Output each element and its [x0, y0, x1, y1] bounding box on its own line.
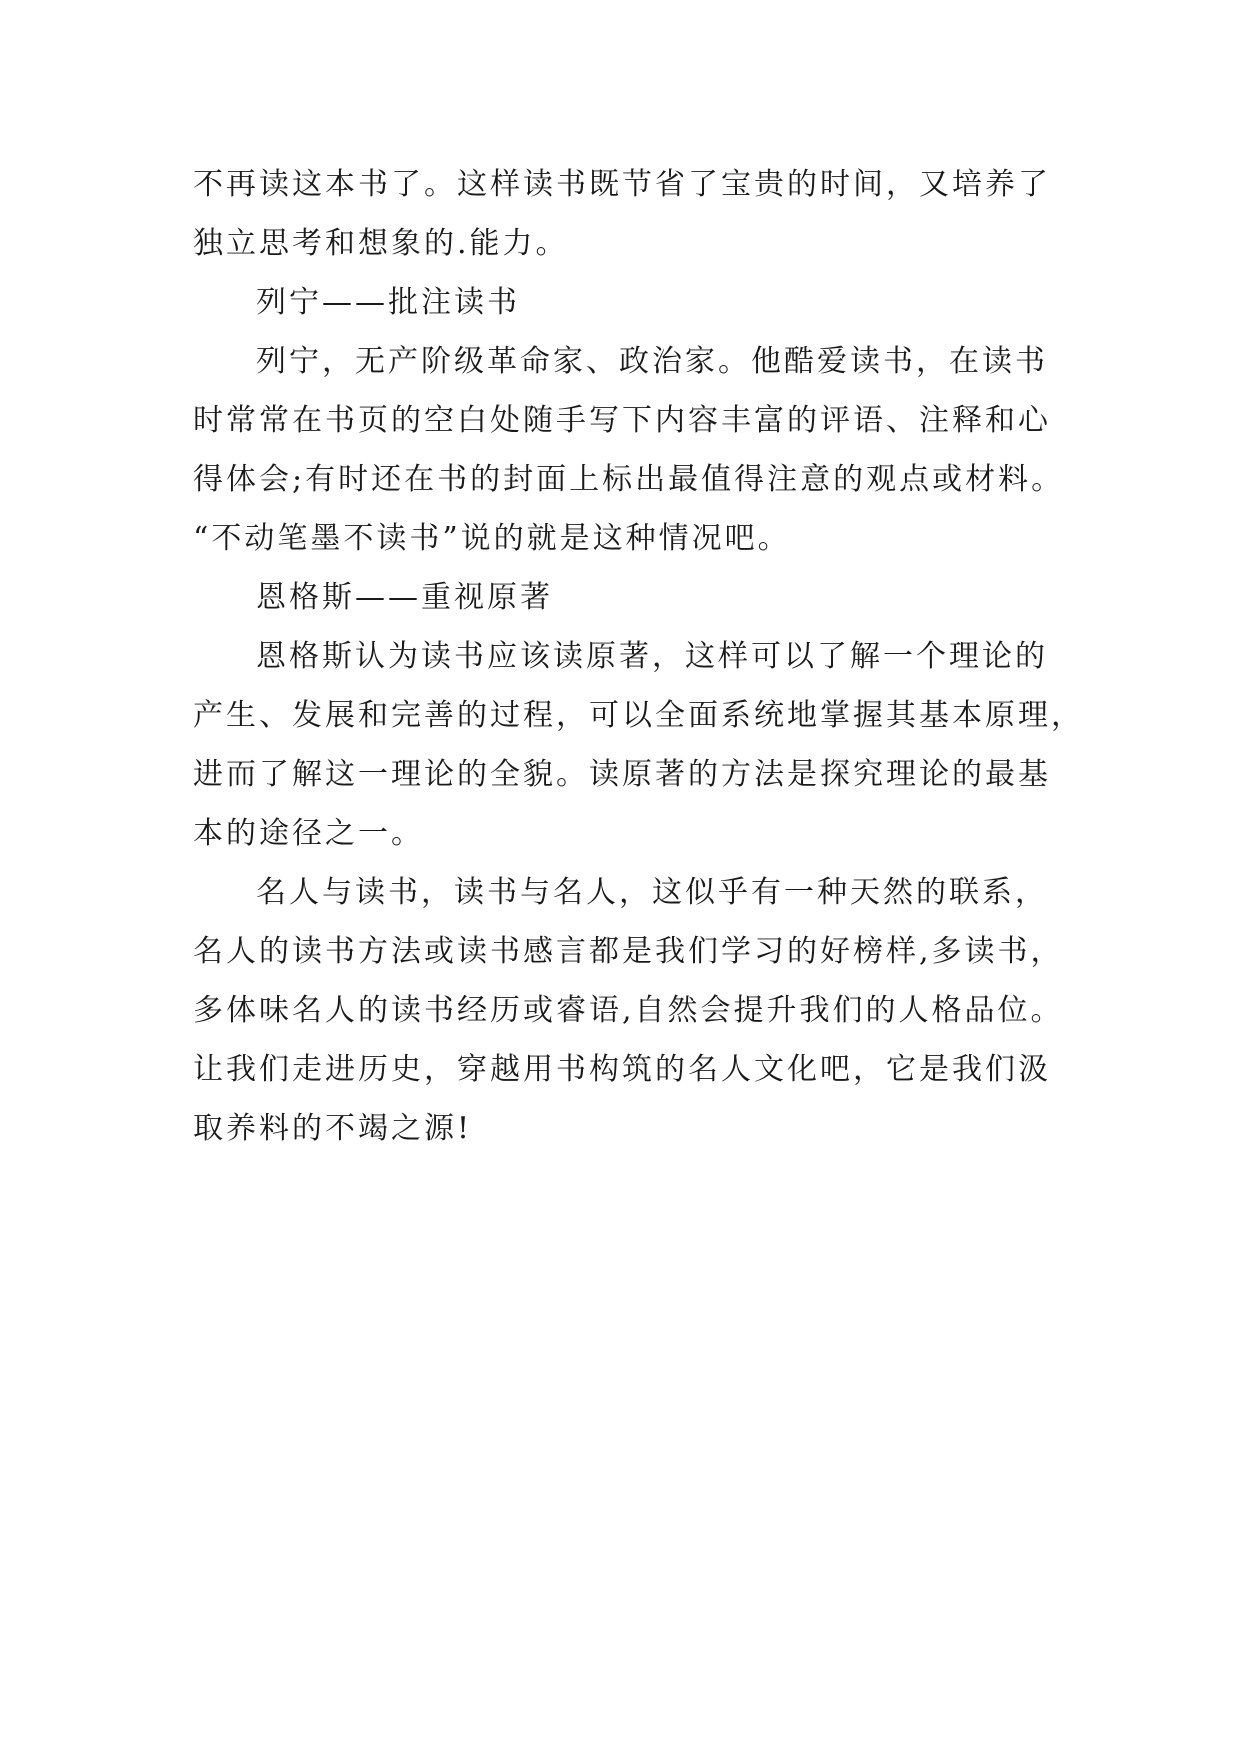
text-line: 名人与读书，读书与名人，这似乎有一种天然的联系， [256, 875, 1048, 910]
text-line: 多体味名人的读书经历或睿语,自然会提升我们的人格品位。 [193, 993, 1064, 1028]
text-line: 列宁，无产阶级革命家、政治家。他酷爱读书，在读书 [256, 344, 1048, 379]
section-heading-engels [193, 568, 1053, 627]
text-line: 时常常在书页的空白处随手写下内容丰富的评语、注释和心 [193, 403, 1051, 438]
text-line: 进而了解这一理论的全貌。读原著的方法是探究理论的最基 [193, 757, 1051, 792]
heading-text: 列宁——批注读书 [256, 285, 520, 320]
text-line: 产生、发展和完善的过程，可以全面系统地掌握其基本原理， [193, 698, 1084, 733]
heading-text: 恩格斯——重视原著 [256, 580, 553, 615]
paragraph-lenin [193, 332, 1065, 568]
text-line: 取养料的不竭之源! [193, 1111, 473, 1146]
text-line: 不再读这本书了。这样读书既节省了宝贵的时间，又培养了 [193, 167, 1051, 202]
text-line: 名人的读书方法或读书感言都是我们学习的好榜样,多读书， [193, 934, 1064, 969]
paragraph-conclusion [193, 863, 1064, 1158]
text-line: 得体会;有时还在书的封面上标出最值得注意的观点或材料。 [193, 462, 1065, 497]
text-line: 恩格斯认为读书应该读原著，这样可以了解一个理论的 [256, 639, 1048, 674]
text-line: “不动笔墨不读书”说的就是这种情况吧。 [193, 521, 791, 556]
text-line: 本的途径之一。 [193, 816, 424, 851]
section-heading-lenin [193, 273, 1053, 332]
paragraph-continuation [193, 155, 1053, 273]
text-line: 独立思考和想象的.能力。 [193, 226, 569, 261]
paragraph-engels [193, 627, 1084, 863]
document-body [193, 155, 1084, 1158]
text-line: 让我们走进历史，穿越用书构筑的名人文化吧，它是我们汲 [193, 1052, 1051, 1087]
